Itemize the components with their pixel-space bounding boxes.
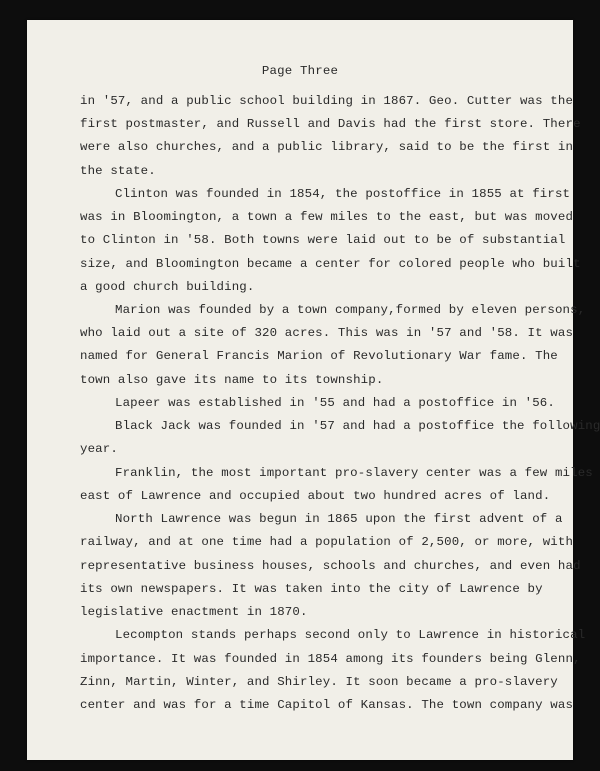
text-line: size, and Bloomington became a center for colored people who built — [80, 257, 581, 271]
text-line: legislative enactment in 1870. — [80, 605, 308, 619]
text-line: were also churches, and a public library, said to be the first in — [80, 140, 574, 154]
text-line: a good church building. — [80, 280, 255, 294]
page-title: Page Three — [261, 64, 339, 78]
text-line: representative business houses, schools and churches, and even had — [80, 559, 581, 573]
text-line: in '57, and a public school building in 1867. Geo. Cutter was the — [80, 94, 574, 108]
text-line: Zinn, Martin, Winter, and Shirley. It soon became a pro-slavery — [80, 675, 558, 689]
text-line: was in Bloomington, a town a few miles to the east, but was moved — [80, 210, 574, 224]
document-page — [27, 20, 600, 760]
text-line: importance. It was founded in 1854 among its founders being Glenn, — [80, 652, 581, 666]
text-line: first postmaster, and Russell and Davis had the first store. There — [80, 117, 581, 131]
text-line: east of Lawrence and occupied about two hundred acres of land. — [80, 489, 551, 503]
text-line: to Clinton in '58. Both towns were laid out to be of substantial — [80, 233, 566, 247]
text-line: named for General Francis Marion of Revolutionary War fame. The — [80, 349, 558, 363]
paragraph-start-clinton: Clinton was founded in 1854, the postoffice in 1855 at first — [115, 187, 571, 201]
paragraph-start-marion: Marion was founded by a town company,formed by eleven persons, — [115, 303, 586, 317]
text-line: year. — [80, 442, 118, 456]
text-line: who laid out a site of 320 acres. This was in '57 and '58. It was — [80, 326, 574, 340]
text-line: its own newspapers. It was taken into the city of Lawrence by — [80, 582, 543, 596]
paragraph-start-franklin: Franklin, the most important pro-slavery center was a few miles — [115, 466, 593, 480]
paragraph-start-lecompton: Lecompton stands perhaps second only to Lawrence in historical — [115, 628, 586, 642]
text-line: town also gave its name to its township. — [80, 373, 384, 387]
text-line: railway, and at one time had a population of 2,500, or more, with — [80, 535, 574, 549]
paragraph-start-black-jack: Black Jack was founded in '57 and had a postoffice the following — [115, 419, 600, 433]
paragraph-start-lapeer: Lapeer was established in '55 and had a postoffice in '56. — [115, 396, 555, 410]
text-line: the state. — [80, 164, 156, 178]
paragraph-start-north-lawrence: North Lawrence was begun in 1865 upon the first advent of a — [115, 512, 563, 526]
text-line: center and was for a time Capitol of Kansas. The town company was — [80, 698, 574, 712]
